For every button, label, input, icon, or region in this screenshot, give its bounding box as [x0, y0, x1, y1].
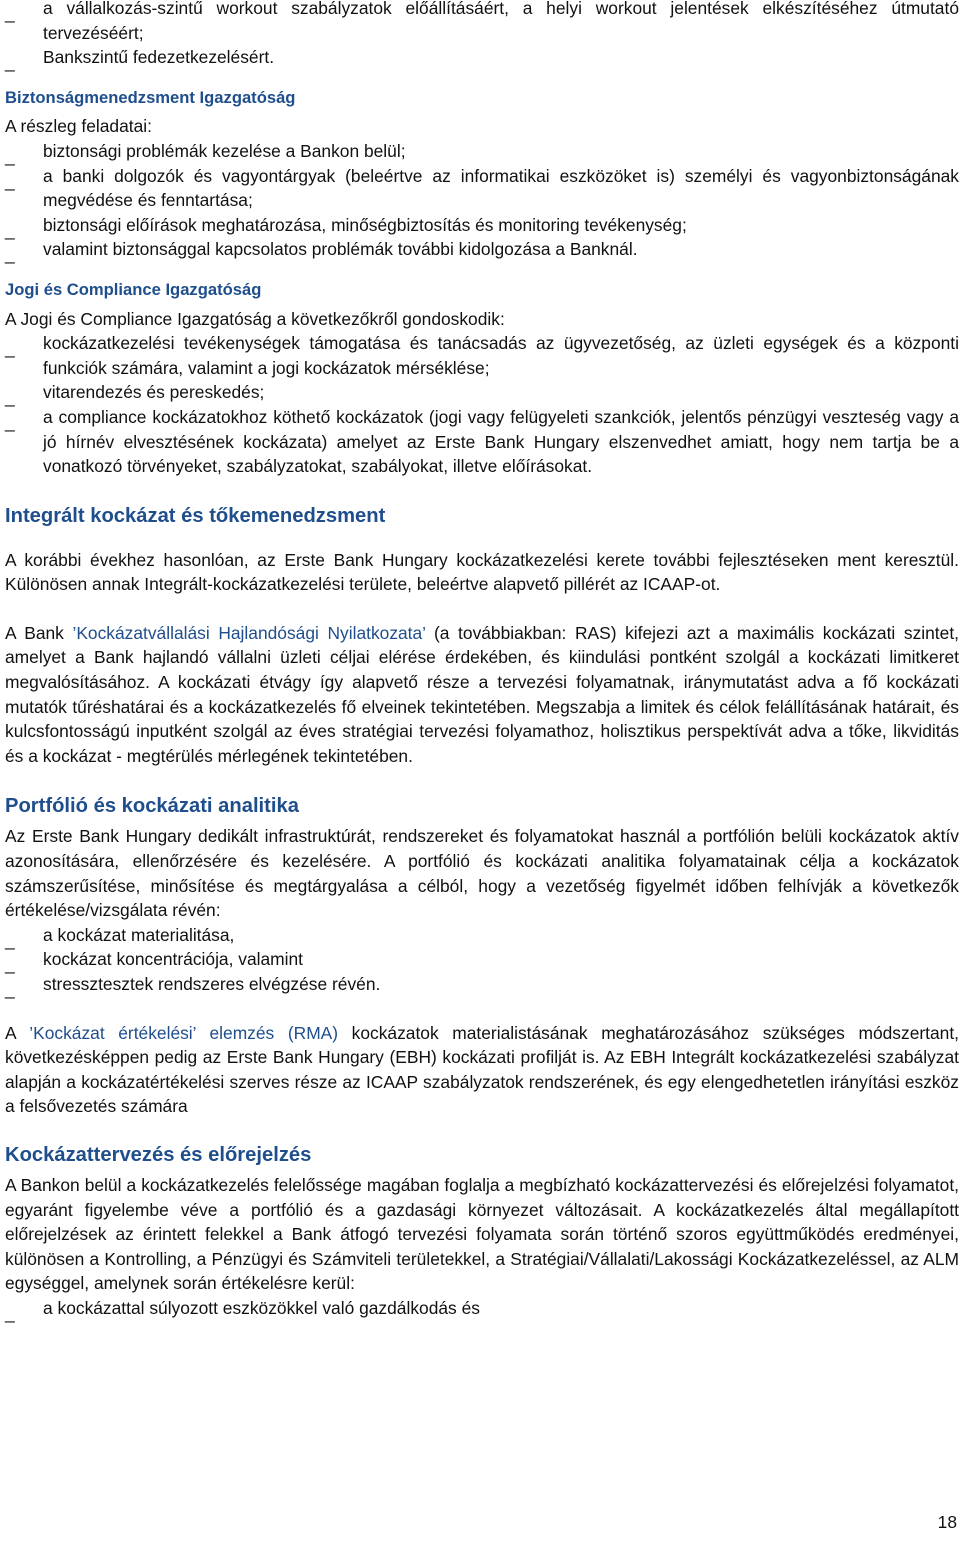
- paragraph: A ’Kockázat értékelési’ elemzés (RMA) kockázatok materialistásának meghatározásához szükséges módszertant, következésképpen pedig az Erste Bank Hungary (EBH) kockázati profilját is. Az EBH Integrált kockázatkezelési szabályzat alapján a kockázatértékelési szerves része az ICAAP szabályzatok rendszerének, és egy elengedhetetlen irányítási eszköz a felsővezetés számára: [5, 1022, 959, 1117]
- list-item: _ kockázat koncentrációja, valamint: [5, 949, 304, 975]
- list-item: _ a kockázattal súlyozott eszközökkel való gazdálkodás és: [5, 1297, 480, 1323]
- list-item: _ a vállalkozás-szintű workout szabályzatok előállításáért, a helyi workout jelentések elkészítéséhez útmutató tervezéséért;: [5, 0, 959, 43]
- kockazattervezes-list: [5, 1296, 959, 1321]
- list-item: _ Bankszintű fedezetkezelésért.: [5, 47, 275, 73]
- section-heading-integralt: Integrált kockázat és tőkemenedzsment: [5, 504, 386, 527]
- rma-reference: ’Kockázat értékelési’ elemzés (RMA): [29, 1022, 339, 1043]
- top-list: [5, 0, 959, 73]
- section-heading-portfolio: Portfólió és kockázati analitika: [5, 795, 299, 818]
- section-heading-kockazattervezes: Kockázattervezés és előrejelzés: [5, 1143, 312, 1166]
- section-subheading-biztonsag: Biztonságmenedzsment Igazgatóság: [5, 87, 296, 107]
- list-item: _ stressztesztek rendszeres elvégzése révén.: [5, 974, 381, 999]
- list-item: _ a kockázat materialitása,: [5, 924, 235, 950]
- document-page: [5, 0, 959, 1321]
- paragraph: A korábbi évekhez hasonlóan, az Erste Bank Hungary kockázatkezelési kerete további fejlesztéseken ment keresztül. Különösen annak Integrált-kockázatkezelési területe, beleértve alapvető pillérét az ICAAP-ot.: [5, 549, 959, 595]
- paragraph: Az Erste Bank Hungary dedikált infrastruktúrát, rendszereket és folyamatokat használ a portfólión belüli kockázatok aktív azonosítására, ellenőrzésére és kezelésére. A portfólió és kockázati analitika folyamatainak célja a kockázatok számszerűsítése, minősítése és megtárgyalása a célból, hogy a vezetőség figyelmét időben felhívják a következők értékelése/vizsgálata révén:: [5, 826, 959, 921]
- list-item: _ biztonsági problémák kezelése a Bankon belül;: [5, 140, 406, 166]
- portfolio-list: [5, 923, 959, 997]
- paragraph: A Bankon belül a kockázatkezelés felelőssége magában foglalja a megbízható kockázattervezési és előrejelzési folyamatot, egyaránt figyelembe véve a portfólió és a gazdasági környezet változásait. A kockázatkezelés által megállapított előrejelzések az érintett felekkel a Bank átfogó tervezési folyamata során történő szoros együttműködés eredményei, különösen a Kontrolling, a Pénzügyi és Számviteli területekkel, a Stratégiai/Vállalati/Lakossági Kockázatkezeléssel, az ALM egységgel, amelynek során értékelésre kerül:: [5, 1174, 959, 1294]
- biztonsag-list: [5, 139, 959, 265]
- section-intro: A részleg feladatai:: [5, 116, 152, 137]
- list-item: _ biztonsági előírások meghatározása, minőségbiztosítás és monitoring tevékenység;: [5, 214, 687, 240]
- list-item: _ a banki dolgozók és vagyontárgyak (beleértve az informatikai eszközöket is) személyi és vagyonbiztonságának megvédése és fenntartása;: [5, 165, 959, 211]
- ras-reference: ’Kockázatvállalási Hajlandósági Nyilatkozata’: [72, 622, 426, 643]
- jogi-list: [5, 331, 959, 479]
- paragraph: A Bank ’Kockázatvállalási Hajlandósági Nyilatkozata’ (a továbbiakban: RAS) kifejezi azt a maximális kockázati szintet, amelyet a Bank hajlandó vállalni üzleti céljai elérése érdekében, és kiindulási pontként szolgál a kockázati limitkeret megvalósításához. A kockázati étvágy így alapvető része a tervezési folyamatnak, iránymutatást adva a fő kockázati mutatók tűréshatárai és a kockázatkezelés fő elveinek tekintetében. Megszabja a limitek és célok felállításának határait, és kulcsfontosságú inputként szolgál az éves stratégiai tervezési folyamathoz, holisztikus perspektívát adva a tőke, likviditás és a kockázat - megtérülés mérlegének tekintetében.: [5, 622, 959, 766]
- list-item: _ valamint biztonsággal kapcsolatos problémák további kidolgozása a Banknál.: [5, 239, 638, 265]
- list-item: _ a compliance kockázatokhoz köthető kockázatok (jogi vagy felügyeleti szankciók, jelentős pénzügyi veszteség vagy a jó hírnév elvesztésének kockázata) amelyet az Erste Bank Hungary elszenvedhet amiatt, hogy nem tartja be a vonatkozó törvényeket, szabályzatokat, szabályokat, illetve előírásokat.: [5, 406, 959, 477]
- section-subheading-jogi: Jogi és Compliance Igazgatóság: [5, 279, 262, 299]
- section-intro: A Jogi és Compliance Igazgatóság a következőkről gondoskodik:: [5, 308, 505, 329]
- list-item: _ kockázatkezelési tevékenységek támogatása és tanácsadás az ügyvezetőség, az üzleti egységek és a központi funkciók számára, valamint a jogi kockázatok mérséklése;: [5, 333, 959, 378]
- list-item: _ vitarendezés és pereskedés;: [5, 382, 265, 408]
- page-number: 18: [937, 1512, 957, 1532]
